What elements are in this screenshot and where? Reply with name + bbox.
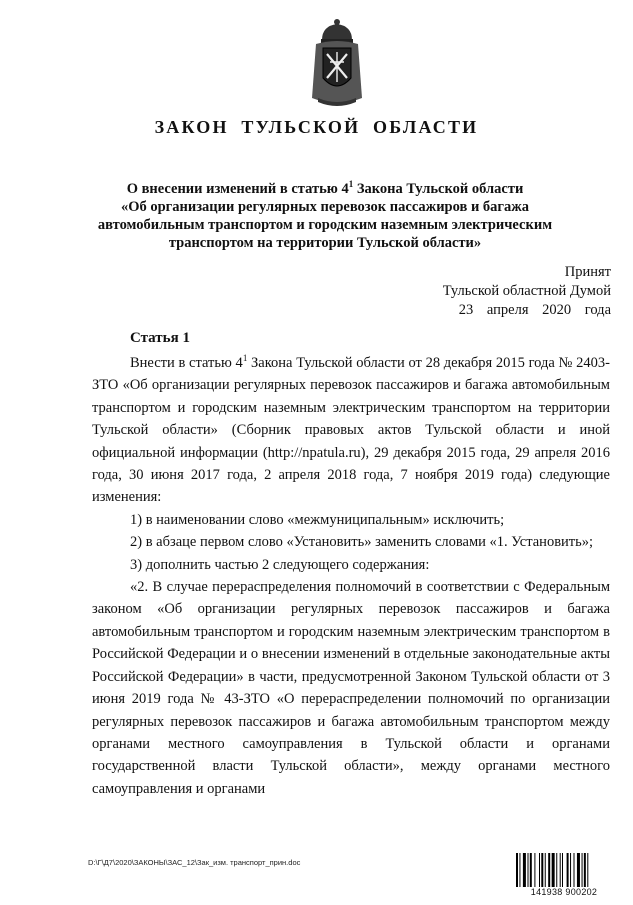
adopted-label: Принят	[564, 264, 611, 280]
article-item-1: 1) в наименовании слово «межмуниципальным» исключить;	[130, 511, 505, 528]
article-quote: «2. В случае перераспределения полномочий в соответствии с Федеральным законом «Об организации регулярных перевозок пассажиров и багажа автомобильным транспортом и городским наземным электрическим транспортом в Российской Федерации и о внесении изменений в отдельные законодательные акты Российской Федерации» в части, предусмотренной Законом Тульской области от 3 июня 2019 года № 43-ЗТО «О перераспределении полномочий по организации регулярных перевозок пассажиров и багажа автомобильным транспортом между органами местного самоуправления в Тульской области и органами государственной власти Тульской области», между органами местного самоуправления и органами	[92, 579, 610, 797]
article-paragraph-1: Внести в статью $4^1$ Закона Тульской области от 28 декабря 2015 года № 2403-ЗТО «Об организации регулярных перевозок пассажиров и багажа автомобильным транспортом и городским наземным электрическим транспортом на территории Тульской области» (Сборник правовых актов Тульской области и иной официальной информации (http://npatula.ru), 29 декабря 2015 года, 29 апреля 2016 года, 30 июня 2017 года, 2 апреля 2018 года, 7 ноября 2019 года) следующие изменения:	[92, 353, 611, 506]
coat-of-arms-emblem	[306, 18, 368, 110]
subject-line-4: транспортом на территории Тульской области»	[168, 235, 482, 251]
subject-line-1: О внесении изменений в статью $4^1$ Закона Тульской области	[126, 179, 524, 197]
article-heading: Статья 1	[130, 330, 190, 346]
law-subject	[80, 180, 570, 252]
article-item-3: 3) дополнить частью 2 следующего содержания:	[130, 556, 430, 573]
adopted-by: Тульской областной Думой	[442, 283, 611, 299]
adoption-block	[443, 263, 611, 320]
barcode-number: 141938 900202	[510, 887, 618, 897]
file-path-footer: D:\Г\Д7\2020\ЗАКОНЫ\ЗАС_12\Зак_изм. транспорт_прин.doc	[88, 858, 301, 867]
adopted-date: 23 апреля 2020 года	[458, 302, 611, 318]
subject-line-3: автомобильным транспортом и городским наземным электрическим	[97, 217, 553, 233]
article-item-2: 2) в абзаце первом слово «Установить» заменить словами «1. Установить»;	[130, 534, 594, 551]
law-title: ЗАКОН ТУЛЬСКОЙ ОБЛАСТИ	[154, 117, 479, 137]
article-body	[92, 352, 610, 800]
subject-line-2: «Об организации регулярных перевозок пассажиров и багажа	[120, 199, 530, 215]
